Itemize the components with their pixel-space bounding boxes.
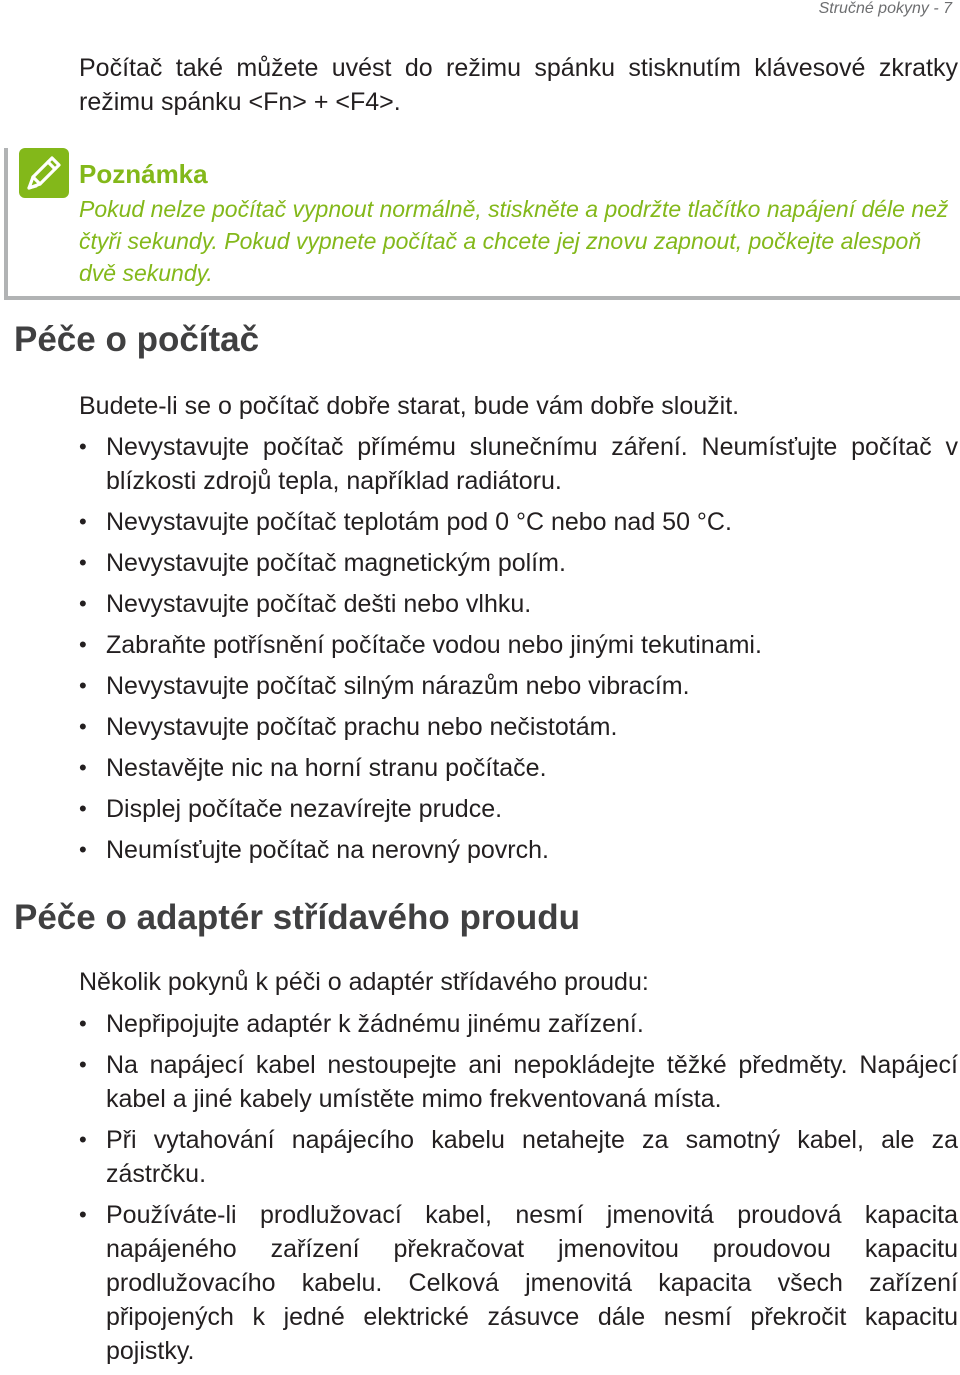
pencil-icon <box>19 148 69 198</box>
list-item: • Při vytahování napájecího kabelu netahejte za samotný kabel, ale za zástrčku. <box>79 1123 958 1191</box>
adapter-care-intro: Několik pokynů k péči o adaptér střídavého proudu: <box>79 968 649 996</box>
computer-care-list <box>79 430 958 874</box>
computer-care-intro: Budete-li se o počítač dobře starat, bude vám dobře sloužit. <box>79 392 740 420</box>
heading-computer-care: Péče o počítač <box>14 320 260 359</box>
list-item: • Displej počítače nezavírejte prudce. <box>79 792 958 826</box>
list-item: • Zabraňte potřísnění počítače vodou nebo jinými tekutinami. <box>79 628 958 662</box>
note-body: Pokud nelze počítač vypnout normálně, stiskněte a podržte tlačítko napájení déle než čtyři sekundy. Pokud vypnete počítač a chcete jej znovu zapnout, počkejte alespoň dvě sekundy. <box>79 196 949 286</box>
list-item: • Nevystavujte počítač prachu nebo nečistotám. <box>79 710 958 744</box>
list-item: • Nevystavujte počítač silným nárazům nebo vibracím. <box>79 669 958 703</box>
list-item: • Nepřipojujte adaptér k žádnému jinému zařízení. <box>79 1007 958 1041</box>
list-item: • Nevystavujte počítač dešti nebo vlhku. <box>79 587 958 621</box>
heading-adapter-care: Péče o adaptér střídavého proudu <box>14 898 580 937</box>
list-item: • Používáte-li prodlužovací kabel, nesmí jmenovitá proudová kapacita napájeného zařízení překračovat jmenovitou proudovou kapacitu prodlužovacího kabelu. Celková jmenovitá kapacita všech zařízení připojených k jedné elektrické zásuvce dále nesmí překročit kapacitu pojistky. <box>79 1198 958 1368</box>
intro-paragraph: Počítač také můžete uvést do režimu spánku stisknutím klávesové zkratky režimu spánku <Fn> + <F4>. <box>79 54 958 116</box>
note-title: Poznámka <box>79 159 208 189</box>
list-item: • Na napájecí kabel nestoupejte ani nepokládejte těžké předměty. Napájecí kabel a jiné kabely umístěte mimo frekventovaná místa. <box>79 1048 958 1116</box>
list-item: • Nestavějte nic na horní stranu počítače. <box>79 751 958 785</box>
list-item: • Nevystavujte počítač přímému slunečnímu záření. Neumísťujte počítač v blízkosti zdrojů tepla, například radiátoru. <box>79 430 958 498</box>
running-header: Stručné pokyny - 7 <box>818 0 952 17</box>
adapter-care-list <box>79 1007 958 1375</box>
list-item: • Neumísťujte počítač na nerovný povrch. <box>79 833 958 867</box>
note-box <box>4 148 960 300</box>
list-item: • Nevystavujte počítač magnetickým polím. <box>79 546 958 580</box>
list-item: • Nevystavujte počítač teplotám pod 0 °C nebo nad 50 °C. <box>79 505 958 539</box>
